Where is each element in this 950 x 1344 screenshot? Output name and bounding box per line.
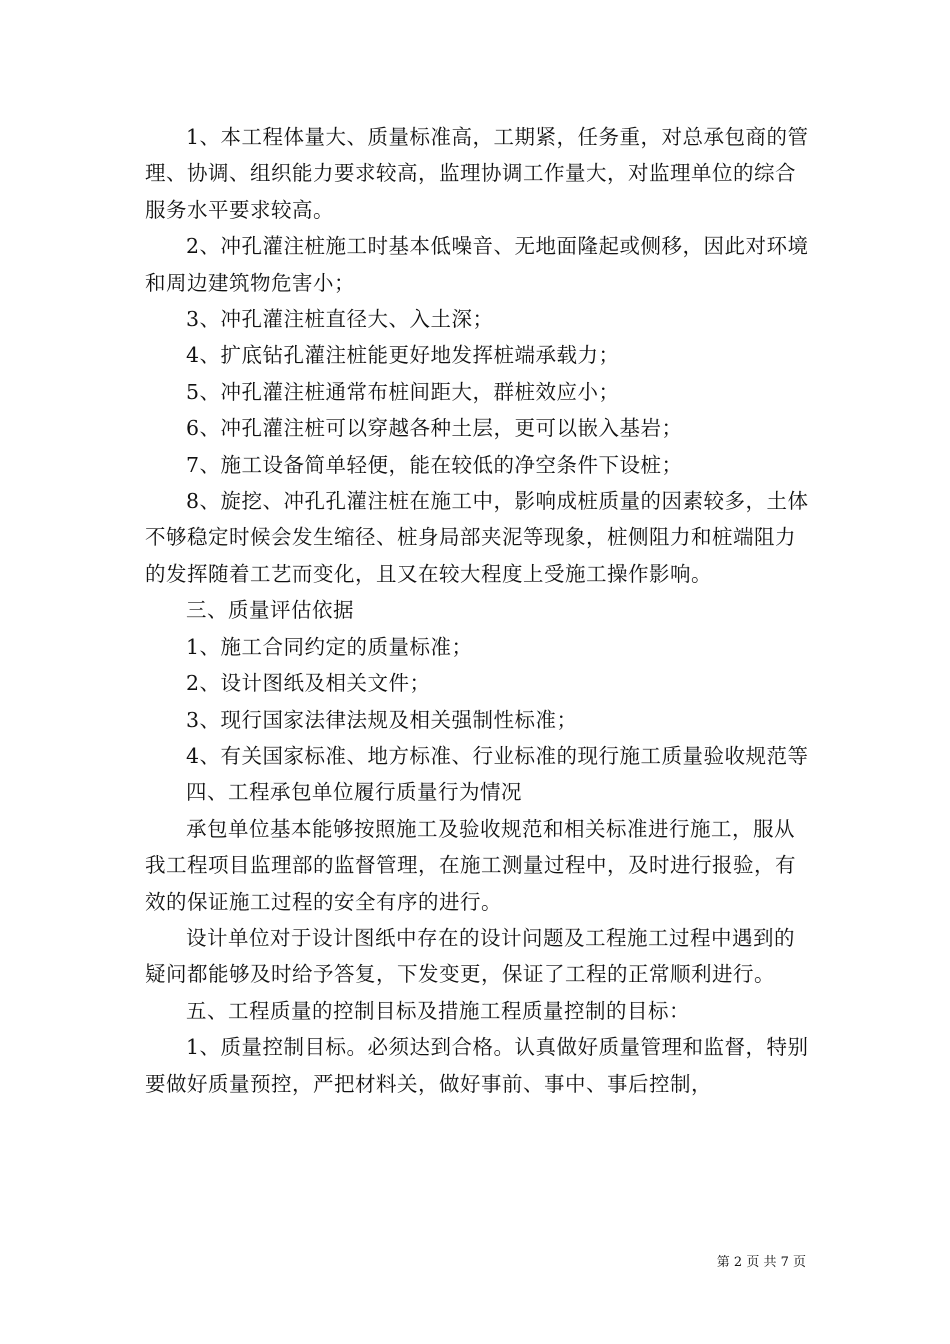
paragraph: 5、冲孔灌注桩通常布桩间距大，群桩效应小； [186, 379, 620, 404]
page-number: 第 2 页 共 7 页 [716, 1255, 806, 1270]
paragraph: 承包单位基本能够按照施工及验收规范和相关标准进行施工，服从我工程项目监理部的监督管理，在施工测量过程中，及时进行报验，有效的保证施工过程的安全有序的进行。 [145, 816, 796, 914]
paragraph: 7、施工设备简单轻便，能在较低的净空条件下设桩； [186, 452, 683, 477]
paragraph: 8、旋挖、冲孔孔灌注桩在施工中，影响成桩质量的因素较多，土体不够稳定时候会发生缩径、桩身局部夹泥等现象，桩侧阻力和桩端阻力的发挥随着工艺而变化，且又在较大程度上受施工操作影响。 [145, 489, 809, 586]
paragraph: 3、现行国家法律法规及相关强制性标准； [186, 707, 578, 732]
paragraph: 6、冲孔灌注桩可以穿越各种土层，更可以嵌入基岩； [186, 416, 683, 441]
paragraph: 1、本工程体量大、质量标准高，工期紧，任务重，对总承包商的管理、协调、组织能力要求较高，监理协调工作量大，对监理单位的综合服务水平要求较高。 [145, 125, 809, 222]
paragraph: 4、扩底钻孔灌注桩能更好地发挥桩端承载力； [186, 343, 620, 368]
section-heading: 三、质量评估依据 [186, 598, 354, 623]
paragraph: 2、冲孔灌注桩施工时基本低噪音、无地面隆起或侧移，因此对环境和周边建筑物危害小； [145, 234, 809, 295]
paragraph: 4、有关国家标准、地方标准、行业标准的现行施工质量验收规范等 [186, 743, 809, 768]
section-heading: 四、工程承包单位履行质量行为情况 [186, 780, 522, 805]
paragraph: 1、质量控制目标。必须达到合格。认真做好质量管理和监督，特别要做好质量预控，严把材料关，做好事前、事中、事后控制， [145, 1035, 809, 1096]
paragraph: 3、冲孔灌注桩直径大、入土深； [186, 307, 494, 332]
paragraph: 2、设计图纸及相关文件； [186, 671, 431, 696]
document-body [145, 119, 810, 1102]
paragraph: 1、施工合同约定的质量标准； [186, 634, 473, 659]
section-heading: 五、工程质量的控制目标及措施工程质量控制的目标： [186, 998, 690, 1023]
paragraph: 设计单位对于设计图纸中存在的设计问题及工程施工过程中遇到的疑问都能够及时给予答复，下发变更，保证了工程的正常顺利进行。 [145, 925, 795, 987]
